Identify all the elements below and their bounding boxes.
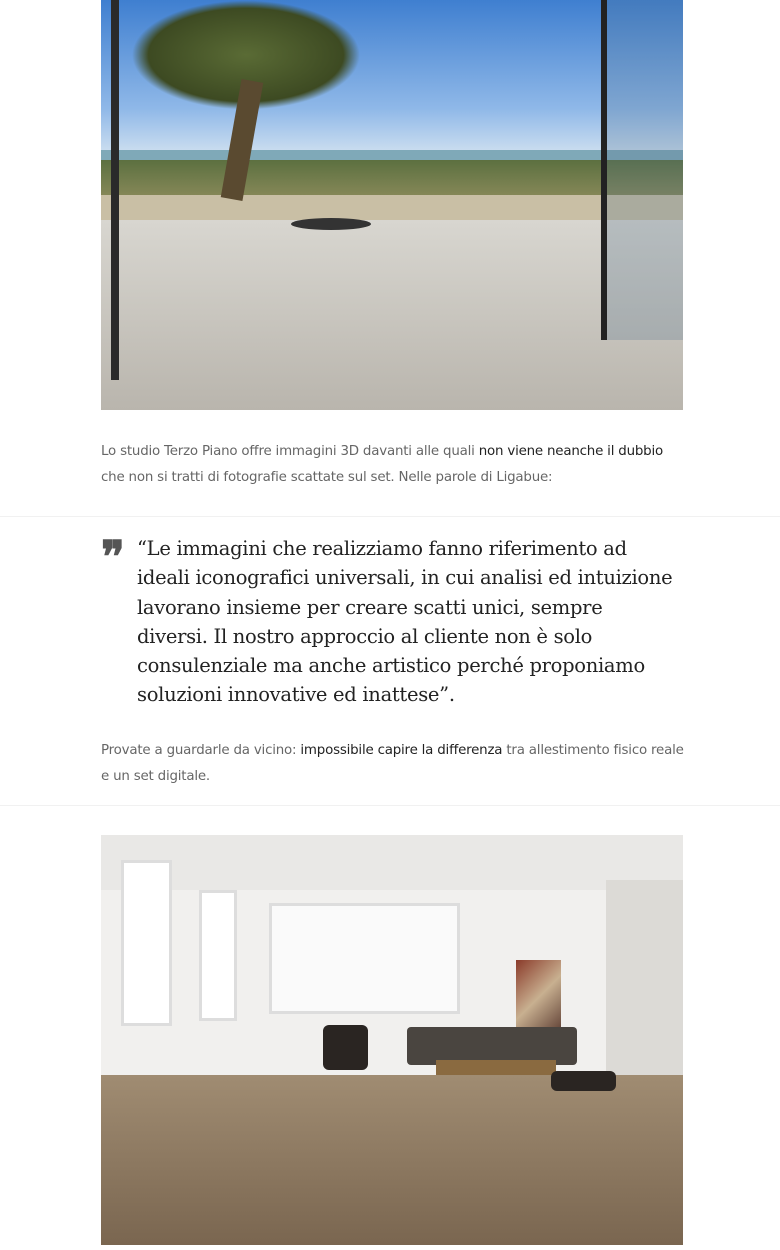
paragraph-emphasis: impossibile capire la differenza [300,743,503,758]
paragraph-emphasis: non viene neanche il dubbio [478,444,663,459]
terrace-image [101,0,683,410]
divider [0,805,780,806]
intro-paragraph [101,439,686,491]
paragraph-text: che non si tratti di fotografie scattate sul set. Nelle parole di Ligabue: [101,470,553,485]
paragraph-text: Provate a guardarle da vicino: [101,743,301,758]
blockquote: “Le immagini che realizziamo fanno riferimento ad ideali iconografici universali, in cui analisi ed intuizione lavorano insieme per creare scatti unici, sempre diversi. Il nostro approccio al cliente non è solo consulenziale ma anche artistico perché proponiamo soluzioni innovative ed inattese”. [137,537,673,707]
paragraph-text: Lo studio Terzo Piano offre immagini 3D davanti alle quali [101,444,479,459]
closing-paragraph [101,738,686,790]
paragraph-text: tra allestimento fisico reale e un set digitale. [101,743,684,784]
living-room-image [101,835,683,1245]
quote-icon: ❞ [101,532,121,583]
divider [0,516,780,517]
